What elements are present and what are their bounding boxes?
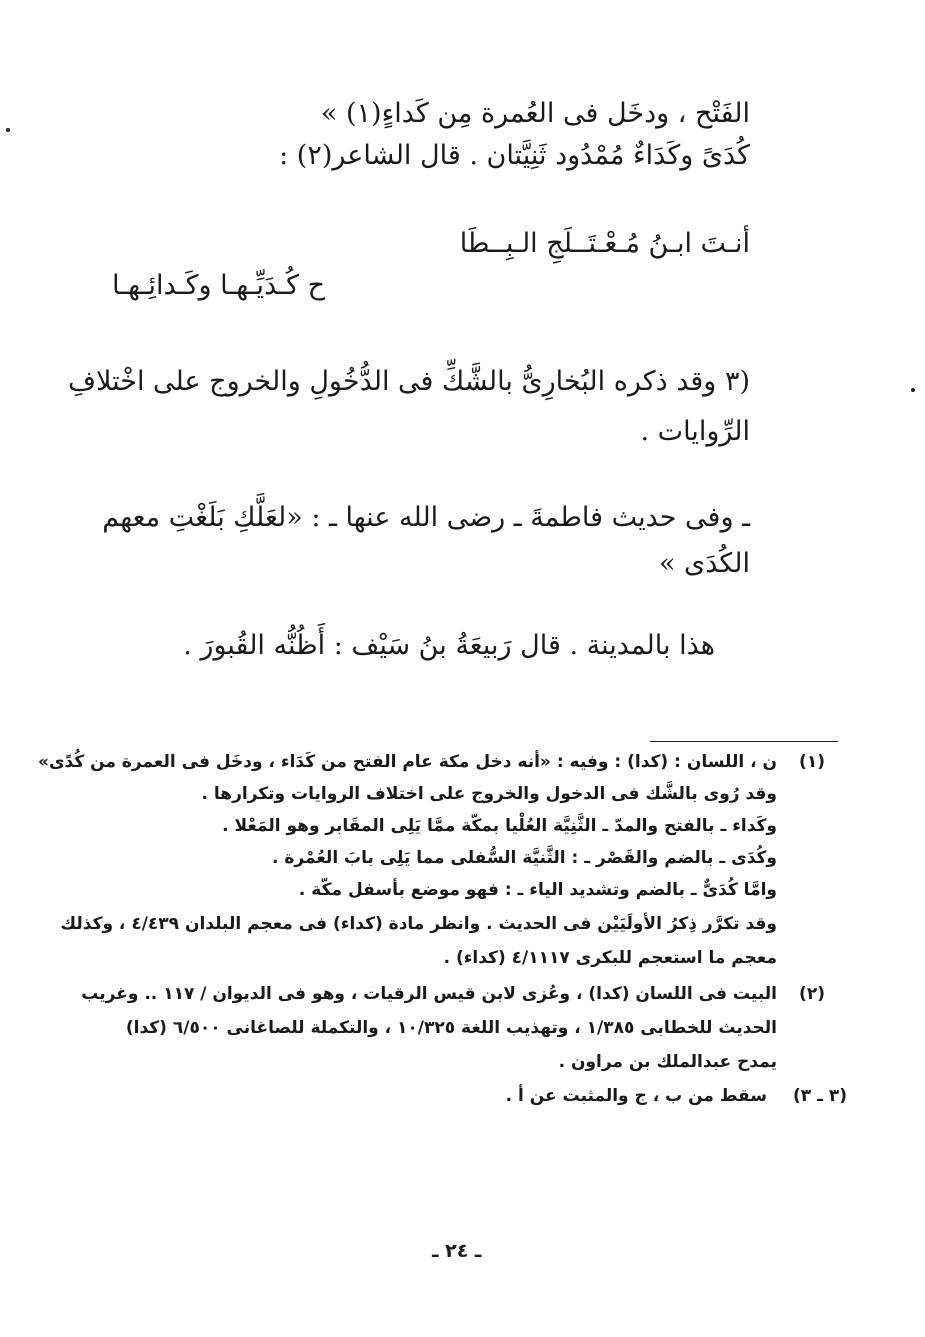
footnote-2-number: (٢): [799, 984, 825, 1004]
footnote-1-line-4: وكُدَى ـ بالضم والقَصْر ـ : الثَّنيَّة السُّفلى مما يَلِى بابَ العُمْرة .: [271, 848, 777, 868]
footnote-1-line-5: وامَّا كُدَىٌّ ـ بالضم وتشديد الياء ـ : فهو موضع بأسفل مكّة .: [298, 880, 777, 900]
footnote-2-line-3: يمدح عبدالملك بن مراون .: [558, 1052, 777, 1072]
footnote-1-number: (١): [799, 752, 825, 772]
main-line-2: كُدَىً وكَدَاءٌ مُمْدُود ثَنِيَّتان . قال الشاعر(٢) :: [279, 140, 750, 171]
main-line-1: الفَتْح ، ودخَل فى العُمرة مِن كَداءٍ(١) »: [320, 98, 750, 129]
footnote-1-line-1: ن ، اللسان : (كدا) : وفيه : «أنه دخل مكة عام الفتح من كَدَاء ، ودخَل فى العمرة من كُدًى»: [37, 752, 777, 772]
footnote-1-line-7: معجم ما استعجم للبكرى ٤/١١١٧ (كداء) .: [443, 948, 777, 968]
scan-mark: [911, 388, 915, 392]
footnote-1-line-3: وكَداء ـ بالفتح والمدّ ـ الثَّنِيَّة العُلْيا بمكّة ممَّا يَلِى المقَابر وهو المَعْلا .: [222, 816, 777, 836]
verse-hemistich-2: ح كُـدَيِّـهـا وكَـدائِـهـا: [112, 270, 326, 301]
footnote-3-line-1: سقط من ب ، ج والمثبت عن أ .: [505, 1086, 767, 1106]
footnote-1-line-2: وقد رُوى بالشَّك فى الدخول والخروج على اختلاف الروايات وتكرارها .: [201, 784, 777, 804]
footnote-3-number: (٣ ـ ٣): [793, 1086, 847, 1106]
main-line-3: (٣ وقد ذكره البُخارِىُّ بالشَّكِّ فى الدُّخُولِ والخروج على اخْتلافِ: [68, 366, 750, 397]
main-line-5: ـ وفى حديث فاطمةَ ـ رضى الله عنها ـ : «لعَلَّكِ بَلَغْتِ معهم: [102, 502, 750, 533]
footnote-rule: [650, 741, 838, 742]
footnote-2-line-1: البيت فى اللسان (كدا) ، وعُزى لابن قيس الرقيات ، وهو فى الديوان / ١١٧ .. وغريب: [81, 984, 777, 1004]
main-line-7: هذا بالمدينة . قال رَبيعَةُ بنُ سَيْف : أَظُنُّه القُبورَ .: [183, 630, 715, 661]
main-line-4: الرِّوايات .: [640, 416, 750, 447]
footnote-2-line-2: الحديث للخطابى ١/٣٨٥ ، وتهذيب اللغة ١٠/٣٢٥ ، والتكملة للصاغانى ٦/٥٠٠ (كدا): [125, 1018, 777, 1038]
page-number: ـ ٢٤ ـ: [432, 1240, 482, 1262]
footnote-1-line-6: وقد تكرَّر ذِكرُ الأولَيَيْن فى الحديث . وانظر مادة (كداء) فى معجم البلدان ٤/٤٣٩ ، وكذلك: [60, 914, 777, 934]
scan-mark: [6, 128, 10, 132]
main-line-6: الكُدَى »: [658, 548, 750, 579]
verse-hemistich-1: أنـتَ ابـنُ مُـعْـتَــلَجِ الـبِــطَا: [459, 228, 750, 259]
